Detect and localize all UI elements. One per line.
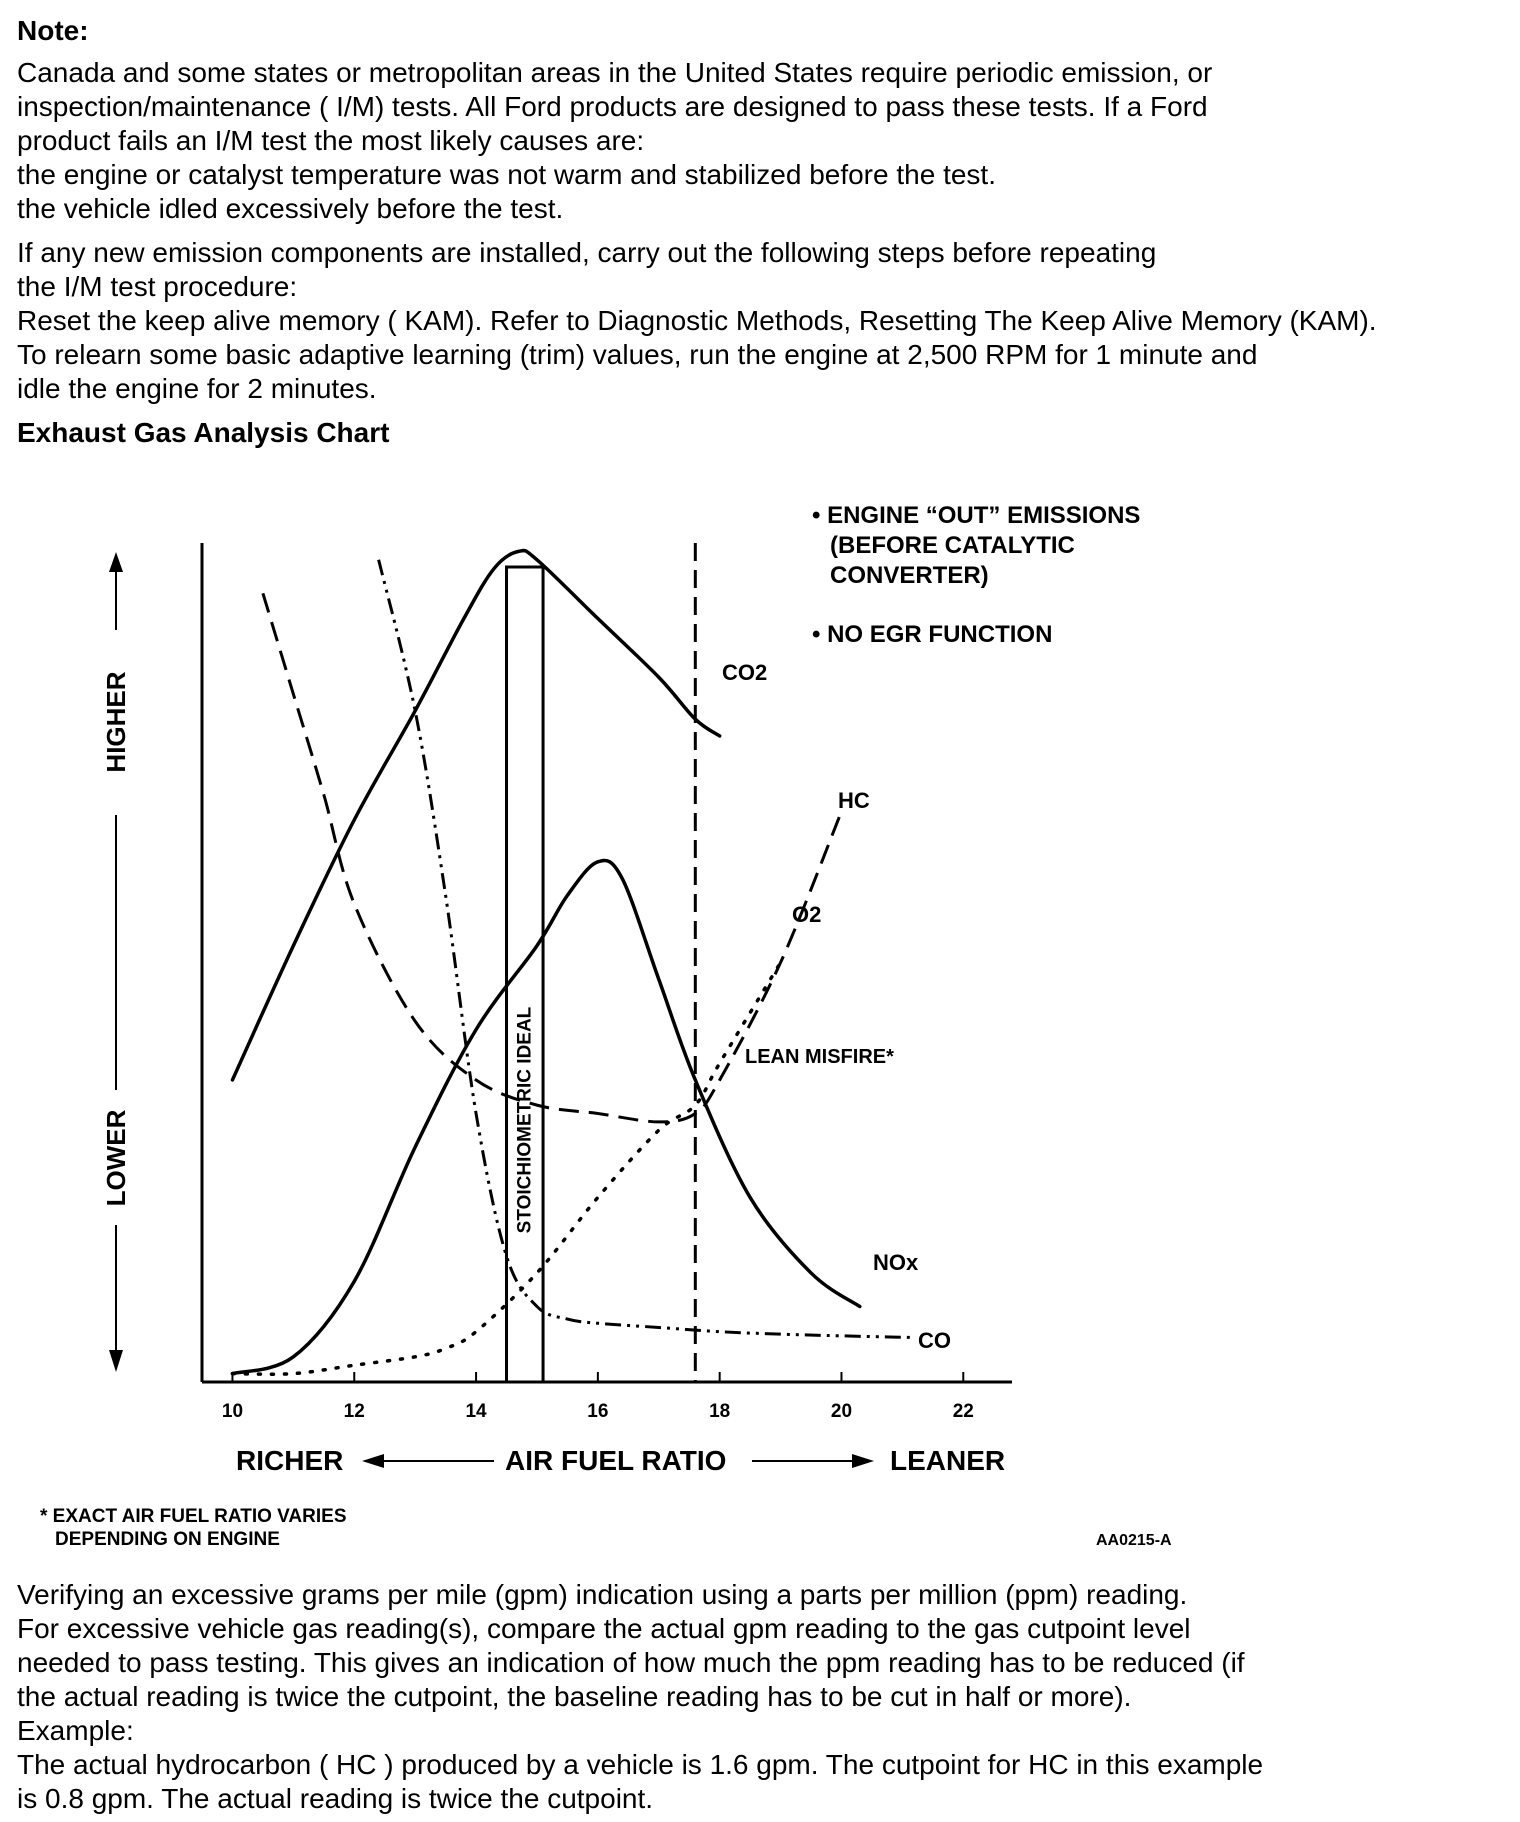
note-line: Canada and some states or metropolitan areas in the United States require periodic emission, or [17, 57, 1213, 88]
x-tick-label: 10 [221, 1401, 244, 1422]
note-line: inspection/maintenance ( I/M) tests. All Ford products are designed to pass these tests. If a Ford [17, 91, 1208, 122]
lean-misfire-label: LEAN MISFIRE* [745, 1046, 894, 1068]
figure-id: AA0215-A [1096, 1532, 1172, 1549]
steps-line: If any new emission components are installed, carry out the following steps before repeating [17, 237, 1157, 268]
verify-line: is 0.8 gpm. The actual reading is twice the cutpoint. [17, 1783, 654, 1814]
series-label-nox: NOx [873, 1250, 919, 1275]
arrow-down-icon [109, 1350, 123, 1372]
note-heading: Note: [17, 15, 89, 46]
series-label-co: CO [918, 1328, 951, 1353]
y-label-higher: HIGHER [101, 671, 131, 773]
series-label-hc: HC [838, 788, 870, 813]
verify-line: Verifying an excessive grams per mile (gpm) indication using a parts per million (ppm) reading. [17, 1579, 1188, 1610]
verify-line: the actual reading is twice the cutpoint, the baseline reading has to be cut in half or more). [17, 1681, 1132, 1712]
series-label-co2: CO2 [722, 660, 768, 685]
arrow-left-icon [362, 1454, 384, 1468]
steps-line: the I/M test procedure: [17, 271, 298, 302]
footnote-line: * EXACT AIR FUEL RATIO VARIES [40, 1506, 347, 1527]
stoichiometric-band [507, 567, 544, 1382]
x-label-main: AIR FUEL RATIO [505, 1445, 727, 1476]
exhaust-gas-chart [0, 470, 1520, 1550]
verify-line: For excessive vehicle gas reading(s), compare the actual gpm reading to the gas cutpoint level [17, 1613, 1191, 1644]
note-line: the vehicle idled excessively before the test. [17, 193, 564, 224]
series-label-o2: O2 [792, 902, 822, 927]
note-line: the engine or catalyst temperature was not warm and stabilized before the test. [17, 159, 996, 190]
verify-line: Example: [17, 1715, 134, 1746]
arrow-right-icon [852, 1454, 874, 1468]
series-line-nox [232, 860, 859, 1373]
chart-heading: Exhaust Gas Analysis Chart [17, 417, 390, 448]
arrow-up-icon [109, 552, 123, 572]
note-converter: CONVERTER) [830, 562, 989, 589]
verify-line: needed to pass testing. This gives an indication of how much the ppm reading has to be reduced (if [17, 1647, 1245, 1678]
y-direction-indicator [101, 552, 131, 1372]
x-label-leaner: LEANER [890, 1445, 1006, 1476]
steps-line: To relearn some basic adaptive learning (trim) values, run the engine at 2,500 RPM for 1 minute and [17, 339, 1258, 370]
footnote-line: DEPENDING ON ENGINE [55, 1529, 280, 1550]
x-tick-label: 12 [343, 1401, 365, 1422]
stoichiometric-label: STOICHIOMETRIC IDEAL [514, 1006, 536, 1234]
note-no-egr: • NO EGR FUNCTION [812, 621, 1053, 648]
chart-notes [812, 502, 1140, 648]
x-label-richer: RICHER [236, 1445, 344, 1476]
x-tick-label: 22 [952, 1401, 974, 1422]
series-line-co2 [232, 550, 719, 1080]
steps-line: idle the engine for 2 minutes. [17, 373, 377, 404]
note-engine-out: • ENGINE “OUT” EMISSIONS [812, 502, 1141, 529]
steps-line: Reset the keep alive memory ( KAM). Refer to Diagnostic Methods, Resetting The Keep Alive Memory (KAM). [17, 305, 1377, 336]
verify-line: The actual hydrocarbon ( HC ) produced by a vehicle is 1.6 gpm. The cutpoint for HC in this example [17, 1749, 1264, 1780]
x-tick-label: 16 [587, 1401, 609, 1422]
x-ticks [222, 1372, 974, 1422]
x-tick-label: 20 [830, 1401, 853, 1422]
x-axis-title [236, 1445, 1005, 1476]
x-tick-label: 14 [465, 1401, 487, 1422]
x-tick-label: 18 [709, 1401, 731, 1422]
note-before-catalytic: (BEFORE CATALYTIC [830, 532, 1075, 559]
y-label-lower: LOWER [101, 1109, 131, 1207]
note-line: product fails an I/M test the most likely causes are: [17, 125, 645, 156]
